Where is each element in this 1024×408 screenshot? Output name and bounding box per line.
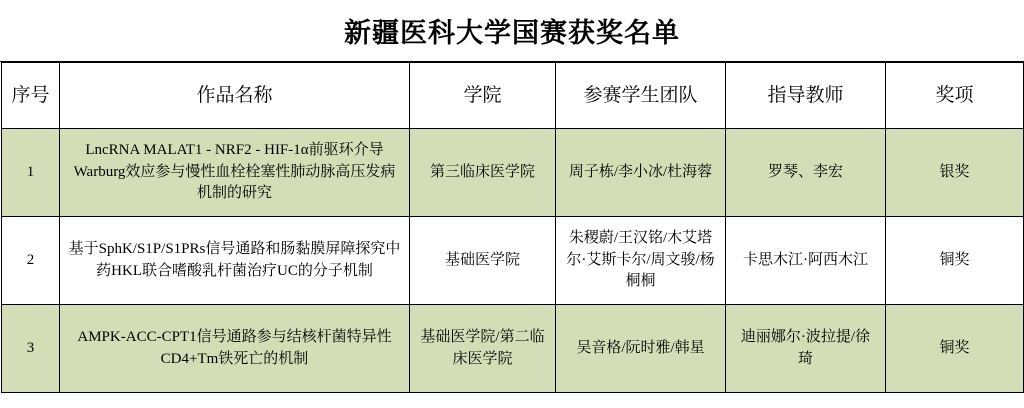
table-header-row bbox=[2, 63, 1024, 129]
column-header-college: 学院 bbox=[410, 63, 556, 129]
award-list-table bbox=[1, 62, 1024, 393]
document-title-bar bbox=[0, 0, 1024, 62]
cell-work-title: AMPK-ACC-CPT1信号通路参与结核杆菌特异性CD4+Tm铁死亡的机制 bbox=[60, 305, 410, 393]
cell-student-team: 周子栋/李小冰/杜海蓉 bbox=[556, 129, 726, 217]
cell-award: 铜奖 bbox=[886, 217, 1024, 305]
cell-college: 第三临床医学院 bbox=[410, 129, 556, 217]
cell-work-title: LncRNA MALAT1 - NRF2 - HIF-1α前驱环介导Warburg效应参与慢性血栓栓塞性肺动脉高压发病机制的研究 bbox=[60, 129, 410, 217]
column-header-award: 奖项 bbox=[886, 63, 1024, 129]
cell-index: 2 bbox=[2, 217, 60, 305]
column-header-student-team: 参赛学生团队 bbox=[556, 63, 726, 129]
cell-advisor: 迪丽娜尔·波拉提/徐琦 bbox=[726, 305, 886, 393]
column-header-work-title: 作品名称 bbox=[60, 63, 410, 129]
table-row bbox=[2, 129, 1024, 217]
cell-work-title: 基于SphK/S1P/S1PRs信号通路和肠黏膜屏障探究中药HKL联合嗜酸乳杆菌治疗UC的分子机制 bbox=[60, 217, 410, 305]
cell-student-team: 朱稷蔚/王汉铭/木艾塔尔·艾斯卡尔/周文骏/杨桐桐 bbox=[556, 217, 726, 305]
page-title: 新疆医科大学国赛获奖名单 bbox=[344, 18, 680, 48]
cell-college: 基础医学院/第二临床医学院 bbox=[410, 305, 556, 393]
table-body bbox=[2, 129, 1024, 393]
cell-advisor: 罗琴、李宏 bbox=[726, 129, 886, 217]
cell-student-team: 吴音格/阮时雅/韩星 bbox=[556, 305, 726, 393]
cell-index: 1 bbox=[2, 129, 60, 217]
table-row bbox=[2, 217, 1024, 305]
cell-college: 基础医学院 bbox=[410, 217, 556, 305]
table-header bbox=[2, 63, 1024, 129]
table-row bbox=[2, 305, 1024, 393]
cell-index: 3 bbox=[2, 305, 60, 393]
column-header-index: 序号 bbox=[2, 63, 60, 129]
column-header-advisor: 指导教师 bbox=[726, 63, 886, 129]
cell-award: 银奖 bbox=[886, 129, 1024, 217]
cell-award: 铜奖 bbox=[886, 305, 1024, 393]
cell-advisor: 卡思木江·阿西木江 bbox=[726, 217, 886, 305]
